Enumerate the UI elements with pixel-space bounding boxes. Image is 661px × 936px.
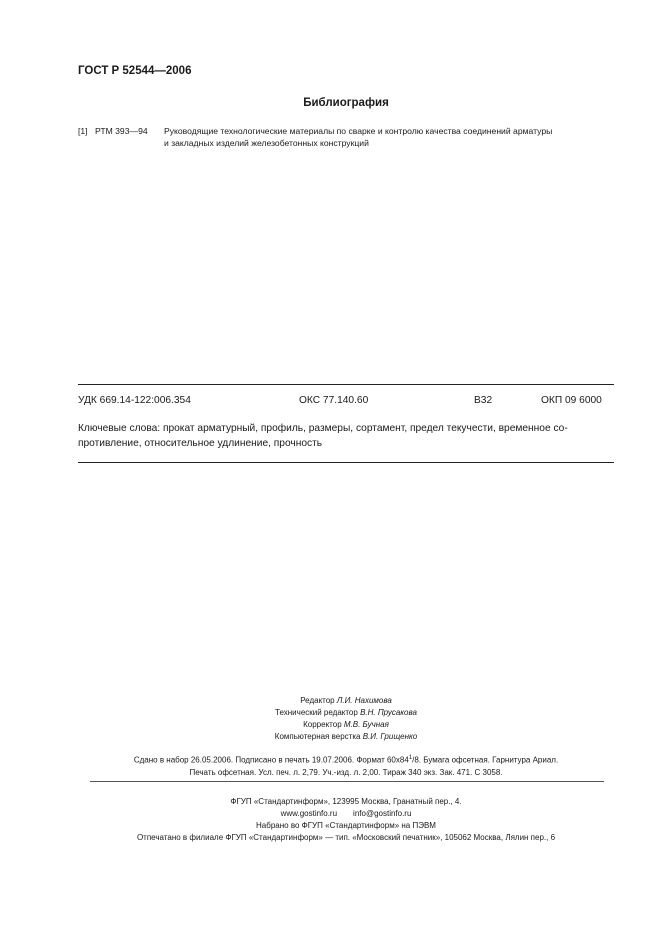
bibliography-title: Библиография xyxy=(303,97,389,109)
group-code: В32 xyxy=(474,395,493,406)
entry-title xyxy=(164,125,623,149)
printed-note: Отпечатано в филиале ФГУП «Стандартинформ» — тип. «Московский печатник», 105062 Москва, Лялин пер., 6 xyxy=(136,833,556,842)
publisher-address: ФГУП «Стандартинформ», 123995 Москва, Гранатный пер., 4. xyxy=(230,797,462,806)
udk-code: УДК 669.14-122:006.354 xyxy=(78,395,191,406)
entry-number: [1] xyxy=(78,126,88,136)
typeset-note: Набрано во ФГУП «Стандартинформ» на ПЭВМ xyxy=(256,821,436,830)
publisher-block xyxy=(0,796,661,844)
entry-document-code: РТМ 393—94 xyxy=(95,126,148,136)
keywords-line-1: Ключевые слова: прокат арматурный, профиль, размеры, сортамент, предел текучести, временное со- xyxy=(78,423,568,434)
publisher-website: www.gostinfo.ru xyxy=(280,809,338,818)
credits-block xyxy=(0,695,661,743)
credit-layout: Компьютерная верстка В.И. Грищенко xyxy=(274,732,418,741)
bibliography-entry xyxy=(78,125,623,149)
keywords-line-2: противление, относительное удлинение, прочность xyxy=(78,438,323,449)
okp-code: ОКП 09 6000 xyxy=(541,395,602,406)
oks-code: ОКС 77.140.60 xyxy=(299,395,369,406)
classification-top-rule xyxy=(78,384,614,385)
classification-bottom-rule xyxy=(78,462,614,463)
imprint-rule xyxy=(90,781,604,782)
imprint-line-2: Печать офсетная. Усл. печ. л. 2,79. Уч.-изд. л. 2,00. Тираж 340 экз. Зак. 471. С 3058. xyxy=(189,767,503,777)
entry-title-line-1: Руководящие технологические материалы по сварке и контролю качества соединений арматуры xyxy=(164,126,553,136)
standard-code: ГОСТ Р 52544—2006 xyxy=(78,65,192,77)
credit-proofreader: Корректор М.В. Бучная xyxy=(303,720,389,729)
publisher-email: info@gostinfo.ru xyxy=(353,809,412,818)
imprint-block xyxy=(0,752,661,779)
imprint-line-1: Сдано в набор 26.05.2006. Подписано в печать 19.07.2006. Формат $60х84^1/8$. Бумага офсетная. Гарнитура Ариал. xyxy=(133,755,559,765)
publisher-contacts xyxy=(0,808,661,820)
entry-title-line-2: и закладных изделий железобетонных конструкций xyxy=(164,138,369,148)
credit-tech-editor: Технический редактор В.Н. Прусакова xyxy=(275,708,417,717)
credit-editor: Редактор Л.И. Нахимова xyxy=(300,696,392,705)
keywords xyxy=(78,421,618,451)
